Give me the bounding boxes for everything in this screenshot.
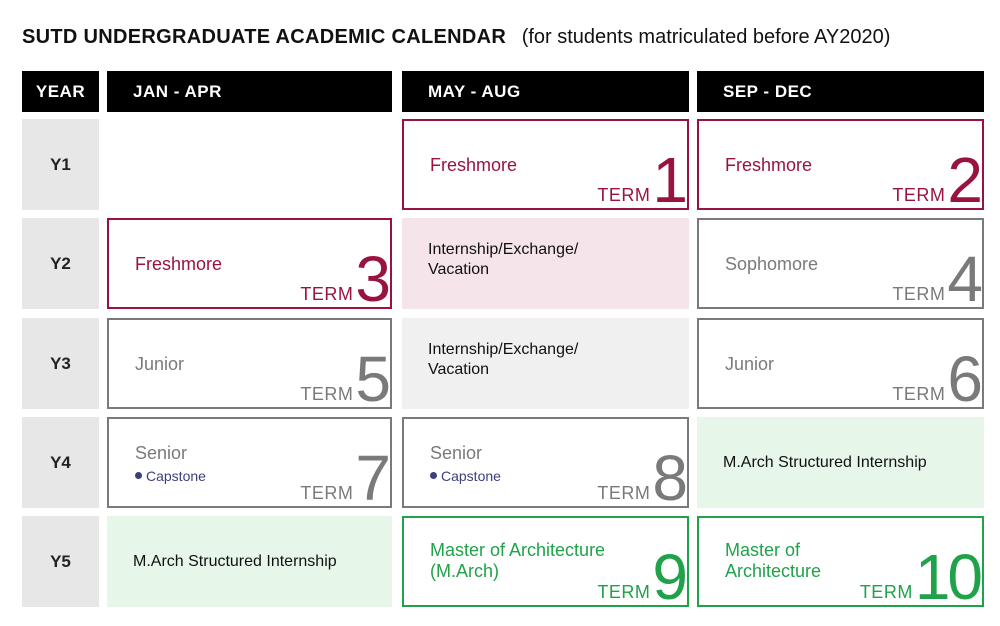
term-number: 8: [652, 442, 685, 508]
term-number: 3: [355, 243, 388, 309]
cell-label: Junior: [725, 354, 775, 374]
header-jan-apr: JAN - APR: [107, 71, 392, 112]
term-word: TERM: [300, 284, 354, 304]
capstone-tag: [430, 468, 501, 484]
term-number: 10: [914, 541, 980, 607]
cell-y3-jan-apr: [107, 318, 392, 409]
cell-label: Junior: [135, 354, 185, 374]
cell-label-line2: Architecture: [725, 561, 822, 581]
capstone-label: Capstone: [441, 468, 501, 484]
term-badge: [300, 442, 388, 508]
cell-y2-sep-dec: [697, 218, 984, 309]
cell-y5-may-aug: [402, 516, 689, 607]
cell-label-line1: Internship/Exchange/: [428, 341, 579, 358]
header-sep-dec: SEP - DEC: [697, 71, 984, 112]
cell-label: [428, 240, 578, 280]
term-badge: [597, 144, 685, 210]
cell-label: Freshmore: [135, 254, 223, 274]
cell-label: [430, 540, 605, 582]
term-badge: [892, 243, 980, 309]
term-number: 4: [947, 243, 980, 309]
term-word: TERM: [597, 483, 651, 503]
term-badge: [597, 442, 685, 508]
cell-y4-may-aug: [402, 417, 689, 508]
page-title: [22, 26, 890, 49]
term-word: TERM: [597, 582, 651, 602]
term-word: TERM: [892, 185, 946, 205]
year-label-y5: Y5: [22, 516, 99, 607]
title-main: SUTD UNDERGRADUATE ACADEMIC CALENDAR: [22, 26, 507, 48]
term-badge: [859, 541, 980, 607]
term-badge: [300, 343, 388, 409]
year-label-y2: Y2: [22, 218, 99, 309]
term-number: 7: [355, 442, 388, 508]
cell-label: Freshmore: [430, 155, 518, 175]
header-year: YEAR: [22, 71, 99, 112]
cell-y1-may-aug: [402, 119, 689, 210]
title-subtitle: (for students matriculated before AY2020): [521, 26, 891, 48]
term-number: 9: [652, 541, 685, 607]
capstone-tag: [135, 468, 206, 484]
cell-label-line1: Master of Architecture: [430, 540, 606, 560]
term-number: 1: [652, 144, 685, 210]
cell-label: [725, 540, 821, 582]
cell-label: Senior: [430, 443, 483, 463]
term-word: TERM: [300, 384, 354, 404]
cell-label-line2: (M.Arch): [430, 561, 499, 581]
term-word: TERM: [859, 582, 913, 602]
bullet-dot-icon: [135, 472, 142, 479]
cell-y5-jan-apr: [107, 516, 392, 607]
term-word: TERM: [300, 483, 354, 503]
term-word: TERM: [892, 284, 946, 304]
term-word: TERM: [597, 185, 651, 205]
cell-label-line1: Internship/Exchange/: [428, 241, 579, 258]
year-label-y1: Y1: [22, 119, 99, 210]
cell-y3-sep-dec: [697, 318, 984, 409]
cell-label: [428, 340, 578, 380]
cell-y4-jan-apr: [107, 417, 392, 508]
cell-label-line1: Master of: [725, 540, 801, 560]
year-label-y3: Y3: [22, 318, 99, 409]
cell-y5-sep-dec: [697, 516, 984, 607]
cell-label: M.Arch Structured Internship: [723, 453, 927, 471]
cell-label-line2: Vacation: [428, 361, 490, 378]
cell-y1-sep-dec: [697, 119, 984, 210]
term-badge: [597, 541, 685, 607]
cell-y4-sep-dec: [697, 417, 984, 508]
term-number: 6: [947, 343, 980, 409]
term-badge: [892, 343, 980, 409]
term-badge: [300, 243, 388, 309]
term-number: 2: [947, 144, 980, 210]
capstone-label: Capstone: [146, 468, 206, 484]
cell-label-line2: Vacation: [428, 261, 490, 278]
cell-label: Sophomore: [725, 254, 819, 274]
year-label-y4: Y4: [22, 417, 99, 508]
term-badge: [892, 144, 980, 210]
header-may-aug: MAY - AUG: [402, 71, 689, 112]
cell-y2-may-aug: [402, 218, 689, 309]
term-number: 5: [355, 343, 388, 409]
bullet-dot-icon: [430, 472, 437, 479]
term-word: TERM: [892, 384, 946, 404]
cell-label: M.Arch Structured Internship: [133, 552, 337, 570]
cell-label: Senior: [135, 443, 188, 463]
cell-label: Freshmore: [725, 155, 813, 175]
cell-y2-jan-apr: [107, 218, 392, 309]
cell-y3-may-aug: [402, 318, 689, 409]
